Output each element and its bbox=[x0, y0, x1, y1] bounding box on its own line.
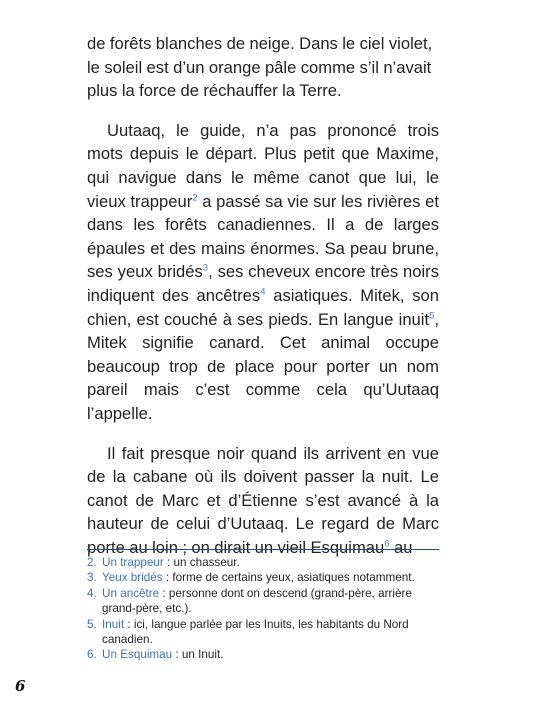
footnote-item bbox=[87, 570, 439, 585]
footnote-definition: forme de certains yeux, asiatiques notamment. bbox=[172, 571, 415, 585]
footnote-number: 2. bbox=[87, 556, 97, 569]
footnote-term: Un trappeur bbox=[102, 556, 164, 569]
footnote-item bbox=[87, 617, 439, 648]
footnote-term: Un ancêtre bbox=[102, 586, 160, 600]
footnote-term: Yeux bridés bbox=[102, 571, 163, 585]
footnote-text bbox=[102, 570, 439, 585]
paragraph-text: au bbox=[389, 537, 413, 557]
paragraph-text: de forêts blanches de neige. Dans le ciel violet, le soleil est d’un orange pâle comme s’il n’avait plus la force de réchauffer la Terre. bbox=[87, 34, 433, 101]
paragraph-text: a passé sa vie sur les rivières et dans les forêts canadiennes. Il a de larges épaules et des mains énormes. Sa peau brune, ses yeux bridés bbox=[87, 191, 439, 282]
footnote-text bbox=[102, 586, 439, 617]
paragraph bbox=[87, 442, 439, 560]
footnote-text bbox=[102, 555, 439, 570]
footnote-number: 6. bbox=[87, 648, 97, 662]
paragraph-text: Il fait presque noir quand ils arrivent en vue de la cabane où ils doivent passer la nuit. Le canot de Marc et d’Étienne s’est avancé à la hauteur de celui d’Uutaaq. Le regard de Marc porte au loin ; on dirait un vieil Esquimau bbox=[87, 443, 439, 557]
footnote-text bbox=[102, 647, 439, 662]
footnote-separator: : bbox=[124, 617, 134, 631]
footnote-definition: un Inuit. bbox=[181, 648, 224, 662]
page-number: 6 bbox=[15, 677, 26, 695]
footnote-reference[interactable]: 2 bbox=[192, 192, 198, 204]
footnote-item bbox=[87, 647, 439, 662]
footnote-definition: personne dont on descend (grand-père, arrière grand-père, etc.). bbox=[102, 586, 412, 616]
footnotes bbox=[87, 549, 439, 663]
footnote-definition: un chasseur. bbox=[173, 556, 240, 569]
footnote-separator: : bbox=[172, 648, 182, 662]
main-text bbox=[87, 32, 439, 575]
footnote-term: Inuit bbox=[102, 617, 125, 631]
footnote-term: Un Esquimau bbox=[102, 648, 173, 662]
paragraph-text: , ses cheveux encore très noirs indiquent des ancêtres bbox=[87, 262, 440, 305]
footnote-separator: : bbox=[163, 556, 174, 569]
footnote-definition: ici, langue parlée par les Inuits, les habitants du Nord canadien. bbox=[102, 617, 409, 647]
footnote-reference[interactable]: 6 bbox=[384, 538, 390, 550]
footnote-item bbox=[87, 555, 439, 570]
footnote-separator: : bbox=[159, 586, 169, 600]
footnote-reference[interactable]: 4 bbox=[260, 286, 266, 298]
footnote-number: 4. bbox=[87, 586, 97, 600]
footnote-reference[interactable]: 5 bbox=[429, 310, 435, 321]
footnote-reference[interactable]: 3 bbox=[202, 262, 209, 274]
paragraph bbox=[87, 32, 439, 103]
footnote-number: 5. bbox=[87, 617, 97, 631]
paragraph bbox=[87, 119, 439, 426]
footnote-text bbox=[102, 617, 439, 648]
paragraph-text: , Mitek signifie canard. Cet animal occupe beaucoup trop de place pour porter un nom pareil mais c’est comme cela qu’Uutaaq l’appelle. bbox=[87, 309, 439, 423]
paragraph-text: Uutaaq, le guide, n’a pas prononcé trois mots depuis le départ. Plus petit que Maxime, qui navigue dans le même canot que lui, le vieux trappeur bbox=[87, 120, 439, 211]
footnote-item bbox=[87, 586, 439, 617]
paragraph-text: asiatiques. Mitek, son chien, est couché à ses pieds. En langue inuit bbox=[87, 285, 439, 329]
footnote-number: 3. bbox=[87, 571, 97, 585]
footnote-separator: : bbox=[162, 571, 173, 585]
